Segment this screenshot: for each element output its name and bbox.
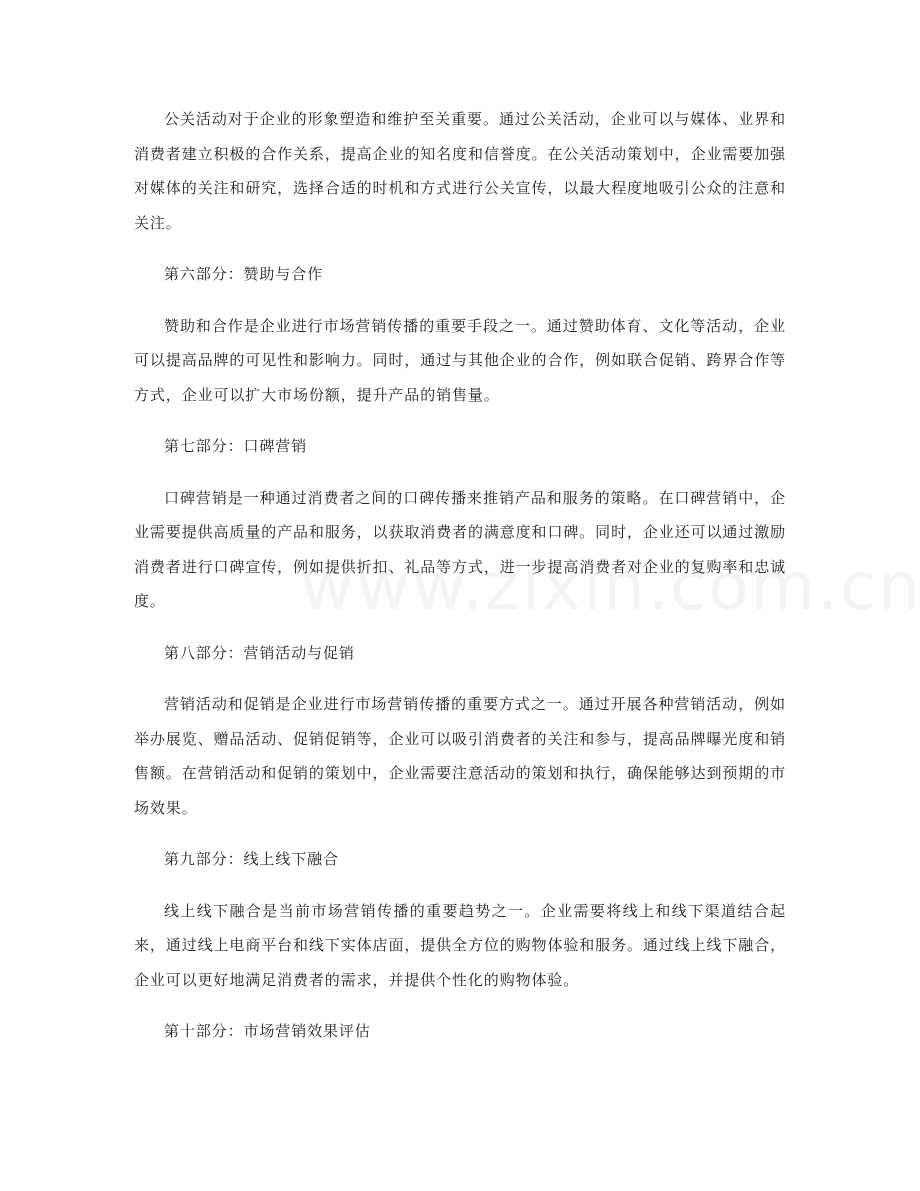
spacer (134, 670, 786, 687)
document-body (134, 102, 786, 1049)
spacer (134, 292, 786, 309)
paragraph-promotion: 营销活动和促销是企业进行市场营销传播的重要方式之一。通过开展各种营销活动，例如举办展览、赠品活动、促销促销等，企业可以吸引消费者的关注和参与，提高品牌曝光度和销售额。在营销活动和促销的策划中，企业需要注意活动的策划和执行，确保能够达到预期的市场效果。 (134, 695, 786, 817)
paragraph-public-relations: 公关活动对于企业的形象塑造和维护至关重要。通过公关活动，企业可以与媒体、业界和消费者建立积极的合作关系，提高企业的知名度和信誉度。在公关活动策划中，企业需要加强对媒体的关注和研究，选择合适的时机和方式进行公关宣传，以最大程度地吸引公众的注意和关注。 (134, 110, 786, 232)
section-heading-10: 第十部分：市场营销效果评估 (164, 1022, 371, 1040)
paragraph-omnichannel: 线上线下融合是当前市场营销传播的重要趋势之一。企业需要将线上和线下渠道结合起来，通过线上电商平台和线下实体店面，提供全方位的购物体验和服务。通过线上线下融合，企业可以更好地满足消费者的需求，并提供个性化的购物体验。 (134, 901, 786, 989)
spacer (134, 877, 786, 894)
paragraph-sponsorship: 赞助和合作是企业进行市场营销传播的重要手段之一。通过赞助体育、文化等活动，企业可以提高品牌的可见性和影响力。同时，通过与其他企业的合作，例如联合促销、跨界合作等方式，企业可以扩大市场份额，提升产品的销售量。 (134, 316, 786, 404)
spacer (134, 412, 786, 429)
section-heading-6: 第六部分：赞助与合作 (164, 265, 324, 283)
paragraph-word-of-mouth: 口碑营销是一种通过消费者之间的口碑传播来推销产品和服务的策略。在口碑营销中，企业需要提供高质量的产品和服务，以获取消费者的满意度和口碑。同时，企业还可以通过激励消费者进行口碑宣传，例如提供折扣、礼品等方式，进一步提高消费者对企业的复购率和忠诚度。 (134, 488, 786, 610)
section-heading-7: 第七部分：口碑营销 (164, 437, 308, 455)
section-heading-9: 第九部分：线上线下融合 (164, 850, 339, 868)
spacer (134, 464, 786, 481)
spacer (134, 825, 786, 842)
spacer (134, 240, 786, 257)
spacer (134, 619, 786, 636)
section-heading-8: 第八部分：营销活动与促销 (164, 643, 355, 662)
spacer (134, 997, 786, 1014)
